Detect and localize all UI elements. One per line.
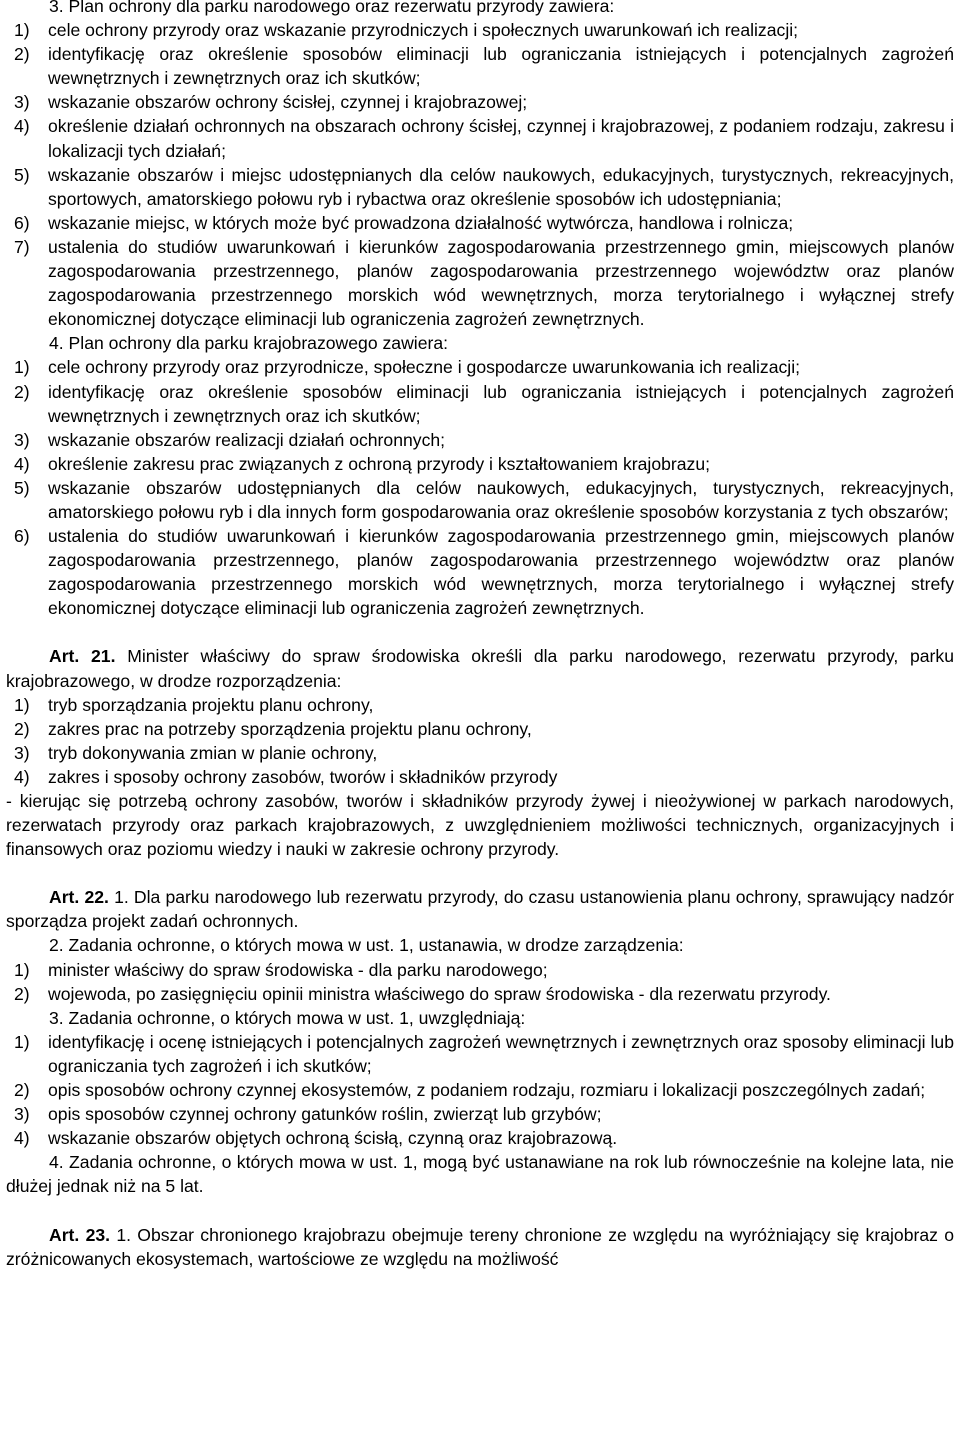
list-item bbox=[6, 958, 954, 982]
list-item bbox=[6, 380, 954, 428]
list-item-text: określenie zakresu prac związanych z ochroną przyrody i kształtowaniem krajobrazu; bbox=[48, 453, 711, 474]
list-item bbox=[6, 1030, 954, 1078]
list-item bbox=[6, 741, 954, 765]
list-item-text: ustalenia do studiów uwarunkowań i kierunków zagospodarowania przestrzennego gmin, miejscowych planów zagospodarowania przestrzennego, planów zagospodarowania przestrzennego województw oraz planów zagospodarowania przestrzennego morskich wód wewnętrznych, morza terytorialnego i wyłącznej strefy ekonomicznej dotyczące eliminacji lub ograniczenia zagrożeń zewnętrznych. bbox=[48, 526, 954, 619]
article-22-paragraph-1: 1. Dla parku narodowego lub rezerwatu przyrody, do czasu ustanowienia planu ochrony, sprawujący nadzór sporządza projekt zadań ochronnych. bbox=[6, 887, 954, 932]
list-item bbox=[6, 765, 954, 789]
article-21-closing: - kierując się potrzebą ochrony zasobów, tworów i składników przyrody żywej i nieożywionej w parkach narodowych, rezerwatach przyrody oraz parkach krajobrazowych, z uwzględnieniem możliwości technicznych, organizacyjnych i finansowych oraz poziomu wiedzy i nauki w zakresie ochrony przyrody. bbox=[6, 791, 954, 860]
list-item-number: 3) bbox=[14, 742, 30, 763]
list-item bbox=[6, 476, 954, 524]
list-item bbox=[6, 235, 954, 331]
list-item-text: ustalenia do studiów uwarunkowań i kierunków zagospodarowania przestrzennego gmin, miejscowych planów zagospodarowania przestrzennego, planów zagospodarowania przestrzennego województw oraz planów zagospodarowania przestrzennego morskich wód wewnętrznych, morza terytorialnego i wyłącznej strefy ekonomicznej dotyczące eliminacji lub ograniczenia zagrożeń zewnętrznych. bbox=[48, 236, 954, 330]
list-item bbox=[6, 211, 954, 235]
list-item-number: 2) bbox=[14, 983, 30, 1004]
list-item-text: wskazanie obszarów ochrony ścisłej, czynnej i krajobrazowej; bbox=[48, 92, 528, 113]
list-item bbox=[6, 693, 954, 717]
list-item bbox=[6, 982, 954, 1006]
list-item-text: tryb dokonywania zmian w planie ochrony, bbox=[48, 742, 378, 763]
list-item-text: identyfikację oraz określenie sposobów eliminacji lub ograniczania istniejących i potencjalnych zagrożeń wewnętrznych i zewnętrznych oraz ich skutków; bbox=[48, 381, 954, 426]
list-item-text: cele ochrony przyrody oraz przyrodnicze, społeczne i gospodarcze uwarunkowania ich realizacji; bbox=[48, 357, 801, 378]
list-item-number: 5) bbox=[14, 477, 30, 498]
list-item-number: 5) bbox=[14, 164, 30, 185]
list-item bbox=[6, 1126, 954, 1150]
list-item-text: zakres i sposoby ochrony zasobów, tworów i składników przyrody bbox=[48, 766, 558, 787]
list-item-text: wskazanie obszarów i miejsc udostępnianych dla celów naukowych, edukacyjnych, turystycznych, rekreacyjnych, sportowych, amatorskiego połowu ryb i rybactwa oraz określenie sposobów ich udostępniania; bbox=[48, 164, 954, 209]
list-item-number: 3) bbox=[14, 429, 30, 450]
article-22-paragraph-2-list bbox=[6, 958, 954, 1006]
article-23-paragraph-1: 1. Obszar chronionego krajobrazu obejmuje tereny chronione ze względu na wyróżniający się krajobraz o zróżnicowanych ekosystemach, wartościowe ze względu na możliwość bbox=[6, 1224, 954, 1269]
list-item-number: 2) bbox=[14, 381, 30, 402]
list-item-number: 4) bbox=[14, 1128, 30, 1149]
list-item-text: zakres prac na potrzeby sporządzenia projektu planu ochrony, bbox=[48, 718, 532, 739]
list-item-text: identyfikację i ocenę istniejących i potencjalnych zagrożeń wewnętrznych i zewnętrznych oraz sposoby eliminacji lub ograniczania tych zagrożeń i ich skutków; bbox=[48, 1031, 954, 1076]
list-item-number: 2) bbox=[14, 1080, 30, 1101]
section-4-intro: 4. Plan ochrony dla parku krajobrazowego zawiera: bbox=[49, 333, 449, 354]
list-item-text: określenie działań ochronnych na obszarach ochrony ścisłej, czynnej i krajobrazowej, z podaniem rodzaju, zakresu i lokalizacji tych działań; bbox=[48, 116, 954, 161]
article-21-label: Art. 21. bbox=[49, 646, 116, 667]
list-item-number: 1) bbox=[14, 1031, 30, 1052]
list-item bbox=[6, 163, 954, 211]
list-item-number: 6) bbox=[14, 212, 30, 233]
list-item-text: wskazanie miejsc, w których może być prowadzona działalność wytwórcza, handlowa i rolnicza; bbox=[48, 212, 794, 233]
list-item-number: 3) bbox=[14, 92, 30, 113]
list-item-text: opis sposobów czynnej ochrony gatunków roślin, zwierząt lub grzybów; bbox=[48, 1104, 602, 1125]
list-item-number: 4) bbox=[14, 453, 30, 474]
list-item-text: cele ochrony przyrody oraz wskazanie przyrodniczych i społecznych uwarunkowań ich realizacji; bbox=[48, 20, 799, 41]
list-item-number: 2) bbox=[14, 44, 30, 65]
article-22-paragraph-4: 4. Zadania ochronne, o których mowa w ust. 1, mogą być ustanawiane na rok lub równocześnie na kolejne lata, nie dłużej jednak niż na 5 lat. bbox=[6, 1152, 954, 1197]
article-22 bbox=[6, 885, 954, 933]
list-item-text: identyfikację oraz określenie sposobów eliminacji lub ograniczania istniejących i potencjalnych zagrożeń wewnętrznych i zewnętrznych oraz ich skutków; bbox=[48, 44, 954, 89]
list-item-number: 1) bbox=[14, 959, 30, 980]
list-item-text: wskazanie obszarów realizacji działań ochronnych; bbox=[48, 429, 446, 450]
article-22-label: Art. 22. bbox=[49, 887, 109, 908]
list-item-number: 1) bbox=[14, 20, 30, 41]
list-item bbox=[6, 1102, 954, 1126]
list-item-text: tryb sporządzania projektu planu ochrony, bbox=[48, 694, 374, 715]
list-item bbox=[6, 524, 954, 620]
article-23-label: Art. 23. bbox=[49, 1224, 111, 1245]
list-item-text: wskazanie obszarów udostępnianych dla celów naukowych, edukacyjnych, turystycznych, rekreacyjnych, amatorskiego połowu ryb i dla innych form gospodarowania oraz określenie sposobów korzystania z tych obszarów; bbox=[48, 477, 954, 522]
article-21 bbox=[6, 644, 954, 692]
list-item-text: opis sposobów ochrony czynnej ekosystemów, z podaniem rodzaju, rozmiaru i lokalizacji poszczególnych zadań; bbox=[48, 1080, 926, 1101]
article-21-intro: Minister właściwy do spraw środowiska określi dla parku narodowego, rezerwatu przyrody, parku krajobrazowego, w drodze rozporządzenia: bbox=[6, 646, 954, 691]
article-22-paragraph-2: 2. Zadania ochronne, o których mowa w ust. 1, ustanawia, w drodze zarządzenia: bbox=[49, 935, 684, 956]
list-item bbox=[6, 355, 954, 379]
list-item bbox=[6, 42, 954, 90]
list-item-number: 4) bbox=[14, 116, 30, 137]
list-item bbox=[6, 114, 954, 162]
list-item bbox=[6, 717, 954, 741]
list-item-text: minister właściwy do spraw środowiska - dla parku narodowego; bbox=[48, 959, 548, 980]
article-22-paragraph-3: 3. Zadania ochronne, o których mowa w ust. 1, uwzględniają: bbox=[49, 1007, 526, 1028]
list-item bbox=[6, 428, 954, 452]
list-item bbox=[6, 1078, 954, 1102]
list-item-text: wojewoda, po zasięgnięciu opinii ministra właściwego do spraw środowiska - dla rezerwatu przyrody. bbox=[48, 983, 831, 1004]
list-item-number: 6) bbox=[14, 526, 30, 547]
section-3-intro: 3. Plan ochrony dla parku narodowego oraz rezerwatu przyrody zawiera: bbox=[49, 0, 615, 16]
list-item-text: wskazanie obszarów objętych ochroną ścisłą, czynną oraz krajobrazową. bbox=[48, 1128, 618, 1149]
list-item-number: 1) bbox=[14, 357, 30, 378]
list-item bbox=[6, 90, 954, 114]
list-item-number: 1) bbox=[14, 694, 30, 715]
article-21-list bbox=[6, 693, 954, 789]
article-23 bbox=[6, 1223, 954, 1271]
list-item bbox=[6, 452, 954, 476]
list-item-number: 7) bbox=[14, 236, 30, 257]
article-22-paragraph-3-list bbox=[6, 1030, 954, 1150]
section-4-list bbox=[6, 355, 954, 620]
section-3-list bbox=[6, 18, 954, 331]
list-item-number: 2) bbox=[14, 718, 30, 739]
list-item bbox=[6, 18, 954, 42]
list-item-number: 3) bbox=[14, 1104, 30, 1125]
list-item-number: 4) bbox=[14, 766, 30, 787]
